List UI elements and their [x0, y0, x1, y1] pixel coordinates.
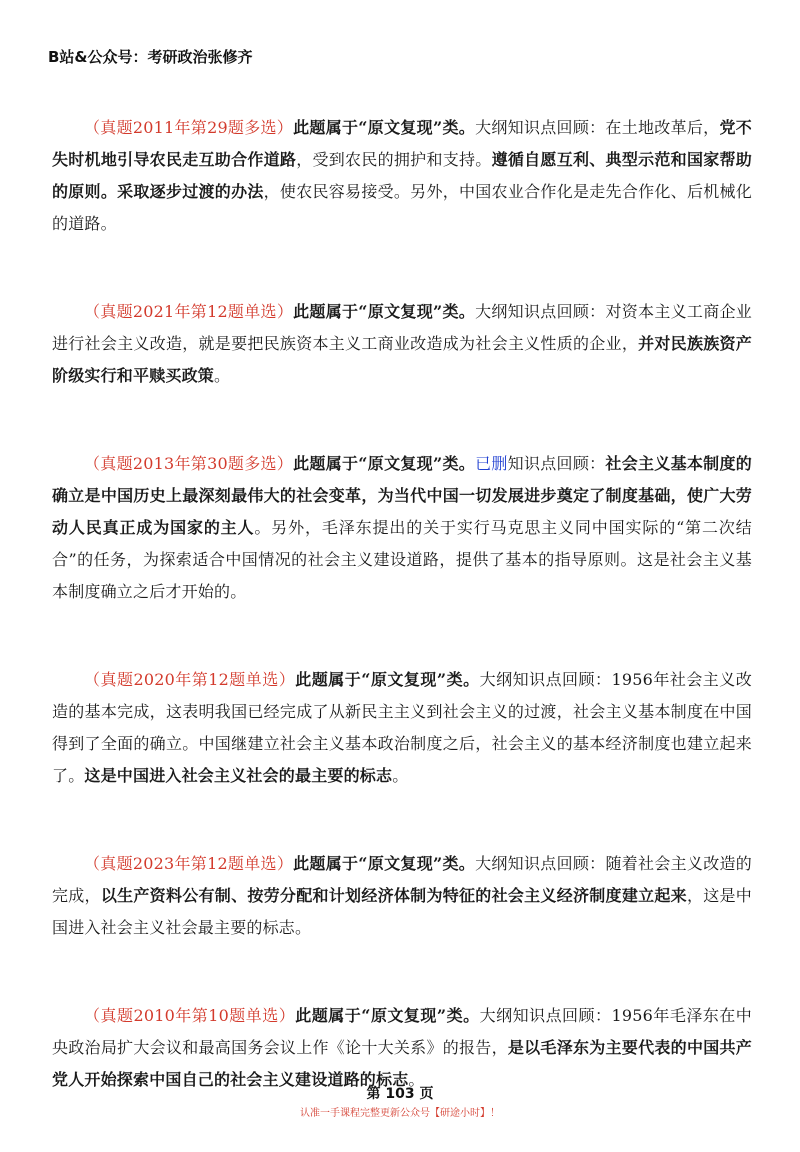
- category-prefix: 此题属于“: [293, 302, 368, 321]
- category-suffix: ”类。: [436, 1006, 480, 1025]
- question-tag: （真题2023年第12题单选）: [84, 854, 294, 873]
- question-tag: （真题2020年第12题单选）: [84, 670, 296, 689]
- category-label: 原文复现: [367, 118, 433, 137]
- deleted-note: 已删: [475, 454, 508, 473]
- body-text: 大纲知识点回顾：在土地改革后，: [475, 118, 720, 137]
- body-text: 大纲知识点回顾：1956年毛泽东在中央政治局扩大会议和最高国务会议上作《论十大关系》的报告，: [52, 1006, 752, 1057]
- category-label: 原文复现: [367, 302, 433, 321]
- category-label: 原文复现: [370, 670, 437, 689]
- question-paragraph: [52, 664, 752, 792]
- question-paragraph: [52, 112, 752, 240]
- question-tag: （真题2013年第30题多选）: [84, 454, 294, 473]
- body-text: 知识点回顾：: [507, 454, 606, 473]
- key-point: 这是中国进入社会主义社会的最主要的标志: [84, 766, 393, 785]
- category-prefix: 此题属于“: [293, 854, 368, 873]
- question-tag: （真题2021年第12题单选）: [84, 302, 294, 321]
- category-suffix: ”类。: [436, 670, 480, 689]
- category-prefix: 此题属于“: [293, 118, 368, 137]
- category-prefix: 此题属于“: [293, 454, 368, 473]
- footer-note: 认准一手课程完整更新公众号【研途小时】！: [300, 1108, 500, 1119]
- question-paragraph: [52, 848, 752, 944]
- category-suffix: ”类。: [432, 118, 476, 137]
- body-text: 大纲知识点回顾：对资本主义工商企业进行社会主义改造，就是要把民族资本主义工商业改造成为社会主义性质的企业，: [52, 302, 752, 353]
- body-text: 。: [408, 1070, 425, 1089]
- key-point: 并对民族族资产阶级实行和平赎买政策: [52, 334, 752, 385]
- key-point: 以生产资料公有制、按劳分配和计划经济体制为特征的社会主义经济制度建立起来: [100, 886, 687, 905]
- category-prefix: 此题属于“: [295, 1006, 371, 1025]
- question-paragraph: [52, 296, 752, 392]
- key-point: 社会主义基本制度的确立是中国历史上最深刻最伟大的社会变革，为当代中国一切发展进步奠定了制度基础，使广大劳动人民真正成为国家的主人: [52, 454, 752, 537]
- category-suffix: ”类。: [432, 454, 476, 473]
- body-text: 。: [214, 366, 231, 385]
- body-text: 。另外，毛泽东提出的关于实行马克思主义同中国实际的“第二次结合”的任务，为探索适合中国情况的社会主义建设道路，提供了基本的指导原则。这是社会主义基本制度确立之后才开始的。: [52, 518, 752, 601]
- question-tag: （真题2011年第29题多选）: [84, 118, 294, 137]
- category-label: 原文复现: [367, 454, 433, 473]
- document-body: [52, 112, 752, 1152]
- question-paragraph: [52, 448, 752, 608]
- question-tag: （真题2010年第10题单选）: [84, 1006, 296, 1025]
- key-point: 遵循自愿互利、典型示范和国家帮助的原则。采取逐步过渡的办法: [52, 150, 752, 201]
- category-label: 原文复现: [370, 1006, 437, 1025]
- page-number: 第 103 页: [366, 1086, 434, 1102]
- key-point: 党不失时机地引导农民走互助合作道路: [52, 118, 752, 169]
- body-text: 大纲知识点回顾：随着社会主义改造的完成，: [52, 854, 752, 905]
- category-suffix: ”类。: [433, 854, 476, 873]
- body-text: ，这是中国进入社会主义社会最主要的标志。: [52, 886, 752, 937]
- page-header: B站&公众号：考研政治张修齐: [48, 48, 253, 66]
- body-text: 。: [392, 766, 409, 785]
- question-paragraph: [52, 1000, 752, 1096]
- body-text: 大纲知识点回顾：1956年社会主义改造的基本完成，这表明我国已经完成了从新民主主义到社会主义的过渡，社会主义基本制度在中国得到了全面的确立。中国继建立社会主义基本政治制度之后，社会主义的基本经济制度也建立起来了。: [52, 670, 752, 785]
- key-point: 是以毛泽东为主要代表的中国共产党人开始探索中国自己的社会主义建设道路的标志: [52, 1038, 752, 1089]
- category-prefix: 此题属于“: [295, 670, 371, 689]
- category-suffix: ”类。: [433, 302, 476, 321]
- body-text: ，使农民容易接受。另外，中国农业合作化是走先合作化、后机械化的道路。: [52, 182, 752, 233]
- category-label: 原文复现: [367, 854, 433, 873]
- body-text: ，受到农民的拥护和支持。: [296, 150, 492, 169]
